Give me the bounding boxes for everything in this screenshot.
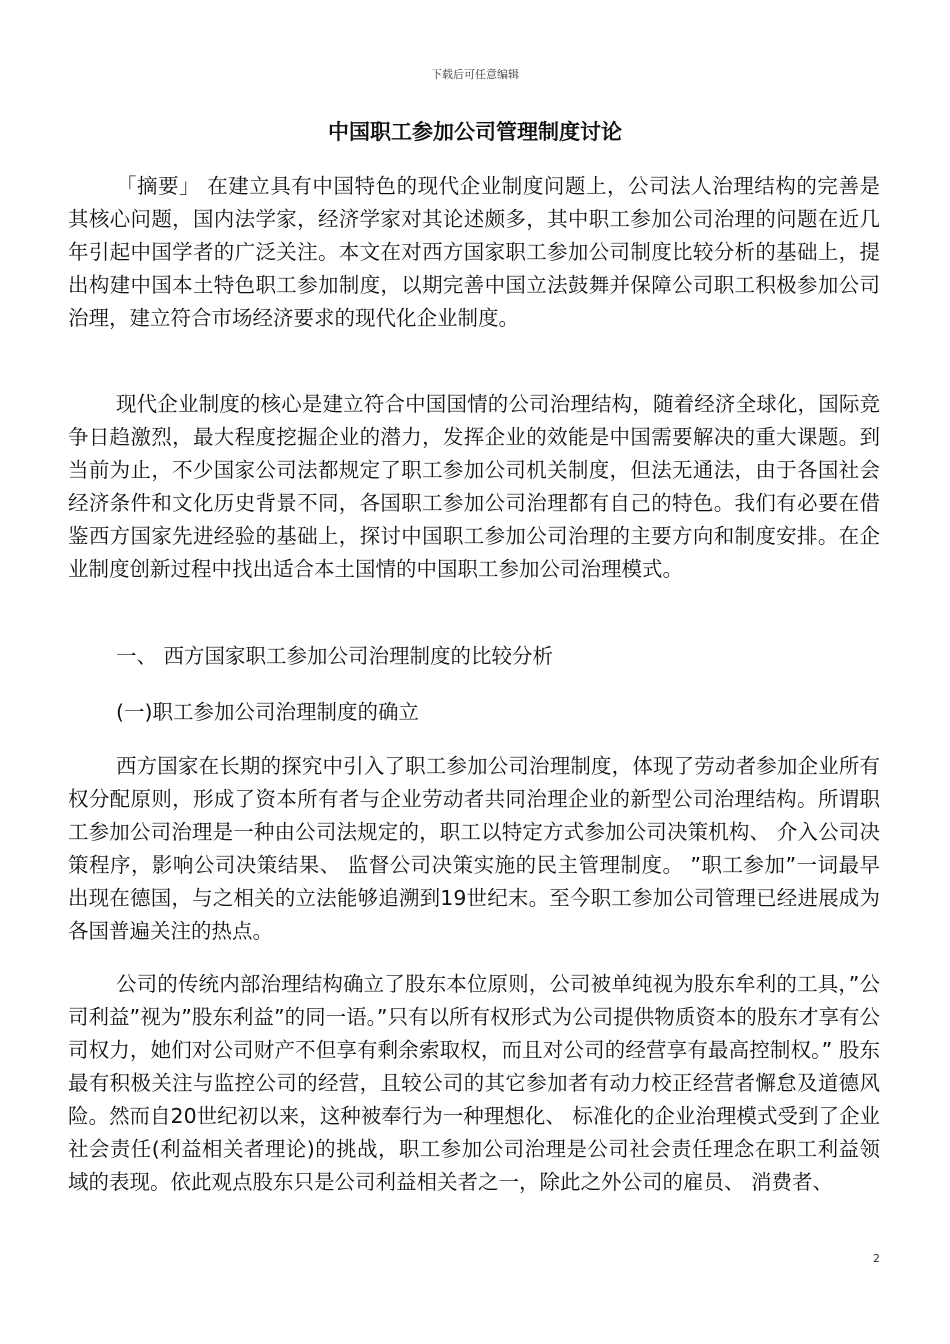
abstract-paragraph: 「摘要」 在建立具有中国特色的现代企业制度问题上，公司法人治理结构的完善是其核心问题，国内法学家，经济学家对其论述颇多，其中职工参加公司治理的问题在近几年引起中国学者的广泛关注。本文在对西方国家职工参加公司制度比较分析的基础上，提出构建中国本土特色职工参加制度，以期完善中国立法鼓舞并保障公司职工积极参加公司治理，建立符合市场经济要求的现代化企业制度。 [68,174,880,330]
body-paragraph: 西方国家在长期的探究中引入了职工参加公司治理制度，体现了劳动者参加企业所有权分配原则，形成了资本所有者与企业劳动者共同治理企业的新型公司治理结构。所谓职工参加公司治理是一种由公司法规定的，职工以特定方式参加公司决策机构、 介入公司决策程序，影响公司决策结果、 监督公司决策实施的民主管理制度。 ”职工参加”一词最早出现在德国，与之相关的立法能够追溯到19世纪末。至今职工参加公司管理已经进展成为各国普遍关注的热点。 [68,754,880,943]
body-paragraph: 现代企业制度的核心是建立符合中国国情的公司治理结构，随着经济全球化，国际竞争日趋激烈，最大程度挖掘企业的潜力，发挥企业的效能是中国需要解决的重大课题。到当前为止，不少国家公司法都规定了职工参加公司机关制度，但法无通法，由于各国社会经济条件和文化历史背景不同，各国职工参加公司治理都有自己的特色。我们有必要在借鉴西方国家先进经验的基础上，探讨中国职工参加公司治理的主要方向和制度安排。在企业制度创新过程中找出适合本土国情的中国职工参加公司治理模式。 [68,392,880,581]
section-heading: 一、 西方国家职工参加公司治理制度的比较分析 [116,644,554,668]
subsection-heading: (一)职工参加公司治理制度的确立 [116,700,419,724]
body-paragraph: 公司的传统内部治理结构确立了股东本位原则，公司被单纯视为股东牟利的工具，”公司利益”视为”股东利益”的同一语。”只有以所有权形式为公司提供物质资本的股东才享有公司权力，她们对公司财产不但享有剩余索取权，而且对公司的经营享有最高控制权。” 股东最有积极关注与监控公司的经营，且较公司的其它参加者有动力校正经营者懈怠及道德风险。然而自20世纪初以来，这种被奉行为一种理想化、 标准化的企业治理模式受到了企业社会责任(利益相关者理论)的挑战，职工参加公司治理是公司社会责任理念在职工利益领域的表现。依此观点股东只是公司利益相关者之一，除此之外公司的雇员、 消费者、 [68,972,880,1194]
page-number: 2 [873,1252,880,1265]
document-title: 中国职工参加公司管理制度讨论 [328,120,622,144]
header-note: 下载后可任意编辑 [431,68,519,81]
